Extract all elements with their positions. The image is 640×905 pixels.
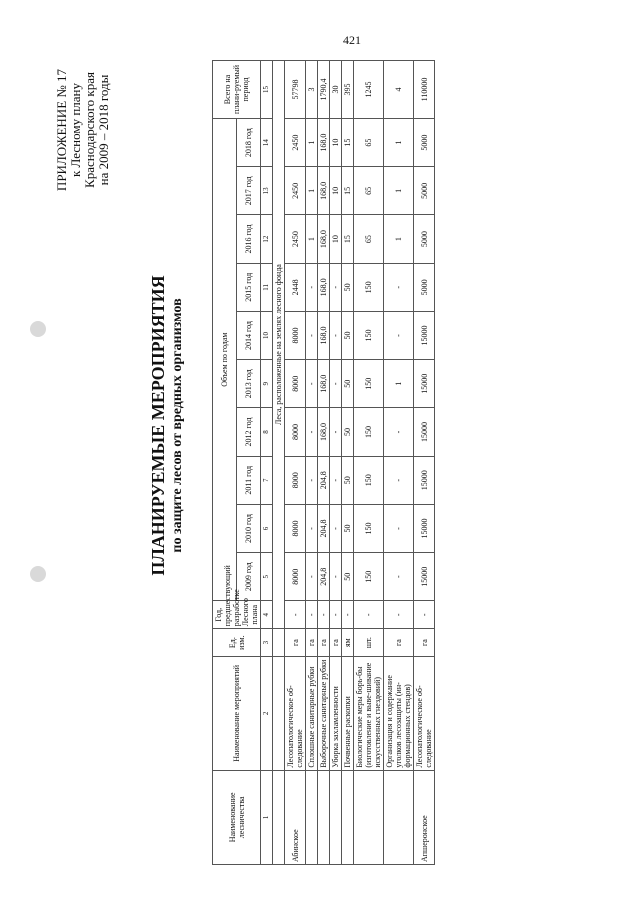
year-value-cell: 50 bbox=[342, 360, 354, 408]
column-number: 11 bbox=[261, 263, 273, 311]
table-row bbox=[306, 61, 318, 865]
year-value-cell: - bbox=[384, 263, 414, 311]
year-value-cell: 1 bbox=[306, 167, 318, 215]
unit-cell: га bbox=[384, 629, 414, 657]
year-value-cell: 2450 bbox=[285, 118, 306, 166]
activity-cell: Биологические меры борь-бы (изготовление и выве-шивание искусственных гнездовий) bbox=[354, 657, 384, 771]
forestry-cell bbox=[342, 770, 354, 864]
year-value-cell: 1 bbox=[384, 118, 414, 166]
year-value-cell: - bbox=[330, 311, 342, 359]
table-row bbox=[414, 61, 435, 865]
year-value-cell: 1 bbox=[384, 215, 414, 263]
year-value-cell: - bbox=[330, 263, 342, 311]
column-number: 7 bbox=[261, 456, 273, 504]
year-value-cell: - bbox=[384, 311, 414, 359]
index-cell bbox=[273, 657, 285, 771]
year-value-cell: - bbox=[306, 553, 318, 601]
header-year: 2012 год bbox=[237, 408, 261, 456]
activity-cell: Организация и содержание уголков лесозащиты (ин-формационных стендов) bbox=[384, 657, 414, 771]
punch-hole bbox=[30, 321, 46, 337]
total-cell: 4 bbox=[384, 61, 414, 119]
year-value-cell: - bbox=[306, 504, 318, 552]
prev-year-cell: - bbox=[384, 601, 414, 629]
year-value-cell: 10 bbox=[330, 215, 342, 263]
total-cell: 3 bbox=[306, 61, 318, 119]
prev-year-cell: - bbox=[306, 601, 318, 629]
year-value-cell: 204,8 bbox=[318, 504, 330, 552]
year-value-cell: 50 bbox=[342, 408, 354, 456]
activities-table-wrapper bbox=[212, 60, 433, 865]
year-value-cell: 168,0 bbox=[318, 167, 330, 215]
forestry-cell bbox=[354, 770, 384, 864]
year-value-cell: 50 bbox=[342, 311, 354, 359]
year-value-cell: 5000 bbox=[414, 263, 435, 311]
column-number: 8 bbox=[261, 408, 273, 456]
unit-cell: га bbox=[306, 629, 318, 657]
year-value-cell: - bbox=[384, 456, 414, 504]
section-label: Леса, расположенные на землях лесного фонда bbox=[273, 61, 285, 629]
year-value-cell: 150 bbox=[354, 360, 384, 408]
year-value-cell: 8000 bbox=[285, 456, 306, 504]
total-cell: 395 bbox=[342, 61, 354, 119]
year-value-cell: - bbox=[306, 311, 318, 359]
header-forestry: Наименование лесничества bbox=[213, 770, 261, 864]
year-value-cell: 15000 bbox=[414, 360, 435, 408]
header-year: 2011 год bbox=[237, 456, 261, 504]
prev-year-cell: - bbox=[285, 601, 306, 629]
year-value-cell: 5000 bbox=[414, 167, 435, 215]
activity-cell: Уборка захламленности bbox=[330, 657, 342, 771]
year-value-cell: 1 bbox=[306, 215, 318, 263]
year-value-cell: 168,0 bbox=[318, 360, 330, 408]
year-value-cell: 150 bbox=[354, 263, 384, 311]
appendix-line: ПРИЛОЖЕНИЕ № 17 bbox=[54, 68, 69, 192]
column-number: 14 bbox=[261, 118, 273, 166]
table-row bbox=[342, 61, 354, 865]
header-year: 2018 год bbox=[237, 118, 261, 166]
year-value-cell: 15 bbox=[342, 215, 354, 263]
total-cell: 30 bbox=[330, 61, 342, 119]
appendix-header bbox=[55, 45, 111, 215]
column-number: 3 bbox=[261, 629, 273, 657]
year-value-cell: 65 bbox=[354, 215, 384, 263]
year-value-cell: 168,0 bbox=[318, 408, 330, 456]
index-cell bbox=[273, 770, 285, 864]
header-year: 2016 год bbox=[237, 215, 261, 263]
header-total: Всего на плани-руемый период bbox=[213, 61, 261, 119]
year-value-cell: 8000 bbox=[285, 553, 306, 601]
year-value-cell: 8000 bbox=[285, 311, 306, 359]
year-value-cell: 8000 bbox=[285, 504, 306, 552]
year-value-cell: 8000 bbox=[285, 408, 306, 456]
year-value-cell: 150 bbox=[354, 553, 384, 601]
year-value-cell: - bbox=[306, 456, 318, 504]
year-value-cell: 168,0 bbox=[318, 215, 330, 263]
year-value-cell: 10 bbox=[330, 167, 342, 215]
year-value-cell: 15000 bbox=[414, 311, 435, 359]
year-value-cell: - bbox=[330, 408, 342, 456]
column-number: 2 bbox=[261, 657, 273, 771]
header-volume: Объем по годам bbox=[213, 118, 237, 600]
year-value-cell: 5000 bbox=[414, 118, 435, 166]
year-value-cell: 15000 bbox=[414, 553, 435, 601]
column-number: 13 bbox=[261, 167, 273, 215]
year-value-cell: 65 bbox=[354, 167, 384, 215]
year-value-cell: 150 bbox=[354, 408, 384, 456]
activity-cell: Сплошные санитарные рубки bbox=[306, 657, 318, 771]
appendix-line: к Лесному плану bbox=[68, 83, 83, 178]
year-value-cell: 8000 bbox=[285, 360, 306, 408]
unit-cell: ям bbox=[342, 629, 354, 657]
header-year: 2013 год bbox=[237, 360, 261, 408]
year-value-cell: 50 bbox=[342, 263, 354, 311]
year-value-cell: 204,8 bbox=[318, 553, 330, 601]
year-value-cell: 15000 bbox=[414, 504, 435, 552]
year-value-cell: - bbox=[306, 408, 318, 456]
appendix-line: Краснодарского края bbox=[82, 72, 97, 188]
column-number: 10 bbox=[261, 311, 273, 359]
year-value-cell: 15000 bbox=[414, 408, 435, 456]
column-number: 15 bbox=[261, 61, 273, 119]
unit-cell: га bbox=[318, 629, 330, 657]
prev-year-cell: - bbox=[330, 601, 342, 629]
header-year: 2009 год bbox=[237, 553, 261, 601]
year-value-cell: 150 bbox=[354, 456, 384, 504]
unit-cell: шт. bbox=[354, 629, 384, 657]
activity-cell: Лесопатологическое об-следование bbox=[414, 657, 435, 771]
forestry-cell: Апшеронское bbox=[414, 770, 435, 864]
total-cell: 1790,4 bbox=[318, 61, 330, 119]
column-number: 4 bbox=[261, 601, 273, 629]
header-prev-year: Год, предшествующий разработке Лесного плана bbox=[213, 601, 261, 629]
table-row bbox=[285, 61, 306, 865]
activities-table bbox=[212, 60, 435, 865]
year-value-cell: - bbox=[330, 456, 342, 504]
header-year: 2015 год bbox=[237, 263, 261, 311]
column-number: 5 bbox=[261, 553, 273, 601]
year-value-cell: 50 bbox=[342, 553, 354, 601]
page-title: ПЛАНИРУЕМЫЕ МЕРОПРИЯТИЯ bbox=[148, 275, 168, 576]
year-value-cell: - bbox=[306, 360, 318, 408]
table-row bbox=[318, 61, 330, 865]
forestry-cell bbox=[330, 770, 342, 864]
forestry-cell bbox=[318, 770, 330, 864]
year-value-cell: 1 bbox=[384, 360, 414, 408]
page-number: 421 bbox=[343, 33, 361, 47]
column-number: 6 bbox=[261, 504, 273, 552]
header-unit: Ед. изм. bbox=[213, 629, 261, 657]
forestry-cell bbox=[306, 770, 318, 864]
total-cell: 110000 bbox=[414, 61, 435, 119]
year-value-cell: 15000 bbox=[414, 456, 435, 504]
year-value-cell: 2448 bbox=[285, 263, 306, 311]
year-value-cell: 15 bbox=[342, 167, 354, 215]
header-year: 2014 год bbox=[237, 311, 261, 359]
year-value-cell: 10 bbox=[330, 118, 342, 166]
year-value-cell: - bbox=[330, 504, 342, 552]
index-cell bbox=[273, 629, 285, 657]
unit-cell: га bbox=[414, 629, 435, 657]
prev-year-cell: - bbox=[342, 601, 354, 629]
year-value-cell: 168,0 bbox=[318, 311, 330, 359]
year-value-cell: 15 bbox=[342, 118, 354, 166]
year-value-cell: - bbox=[306, 263, 318, 311]
year-value-cell: 204,8 bbox=[318, 456, 330, 504]
activity-cell: Лесопатологическое об-следование bbox=[285, 657, 306, 771]
year-value-cell: 2450 bbox=[285, 215, 306, 263]
year-value-cell: - bbox=[384, 408, 414, 456]
table-row bbox=[354, 61, 384, 865]
prev-year-cell: - bbox=[414, 601, 435, 629]
page-subtitle: по защите лесов от вредных организмов bbox=[170, 298, 185, 553]
activity-cell: Почвенные раскопки bbox=[342, 657, 354, 771]
unit-cell: га bbox=[330, 629, 342, 657]
year-value-cell: 50 bbox=[342, 504, 354, 552]
appendix-line: на 2009 – 2018 годы bbox=[96, 74, 111, 186]
forestry-cell: Абинское bbox=[285, 770, 306, 864]
prev-year-cell: - bbox=[354, 601, 384, 629]
column-number: 12 bbox=[261, 215, 273, 263]
header-year: 2017 год bbox=[237, 167, 261, 215]
punch-hole bbox=[30, 566, 46, 582]
header-activity: Наименование мероприятий bbox=[213, 657, 261, 771]
year-value-cell: 150 bbox=[354, 311, 384, 359]
year-value-cell: - bbox=[330, 360, 342, 408]
year-value-cell: 5000 bbox=[414, 215, 435, 263]
activity-cell: Выборочные санитарные рубки bbox=[318, 657, 330, 771]
column-number: 9 bbox=[261, 360, 273, 408]
year-value-cell: 168,0 bbox=[318, 263, 330, 311]
unit-cell: га bbox=[285, 629, 306, 657]
year-value-cell: 50 bbox=[342, 456, 354, 504]
total-cell: 57798 bbox=[285, 61, 306, 119]
forestry-cell bbox=[384, 770, 414, 864]
year-value-cell: 1 bbox=[306, 118, 318, 166]
year-value-cell: 2450 bbox=[285, 167, 306, 215]
table-row bbox=[384, 61, 414, 865]
year-value-cell: 1 bbox=[384, 167, 414, 215]
prev-year-cell: - bbox=[318, 601, 330, 629]
year-value-cell: 150 bbox=[354, 504, 384, 552]
column-number: 1 bbox=[261, 770, 273, 864]
year-value-cell: 65 bbox=[354, 118, 384, 166]
year-value-cell: - bbox=[330, 553, 342, 601]
year-value-cell: - bbox=[384, 553, 414, 601]
total-cell: 1245 bbox=[354, 61, 384, 119]
year-value-cell: 168,0 bbox=[318, 118, 330, 166]
table-row bbox=[330, 61, 342, 865]
year-value-cell: - bbox=[384, 504, 414, 552]
header-year: 2010 год bbox=[237, 504, 261, 552]
